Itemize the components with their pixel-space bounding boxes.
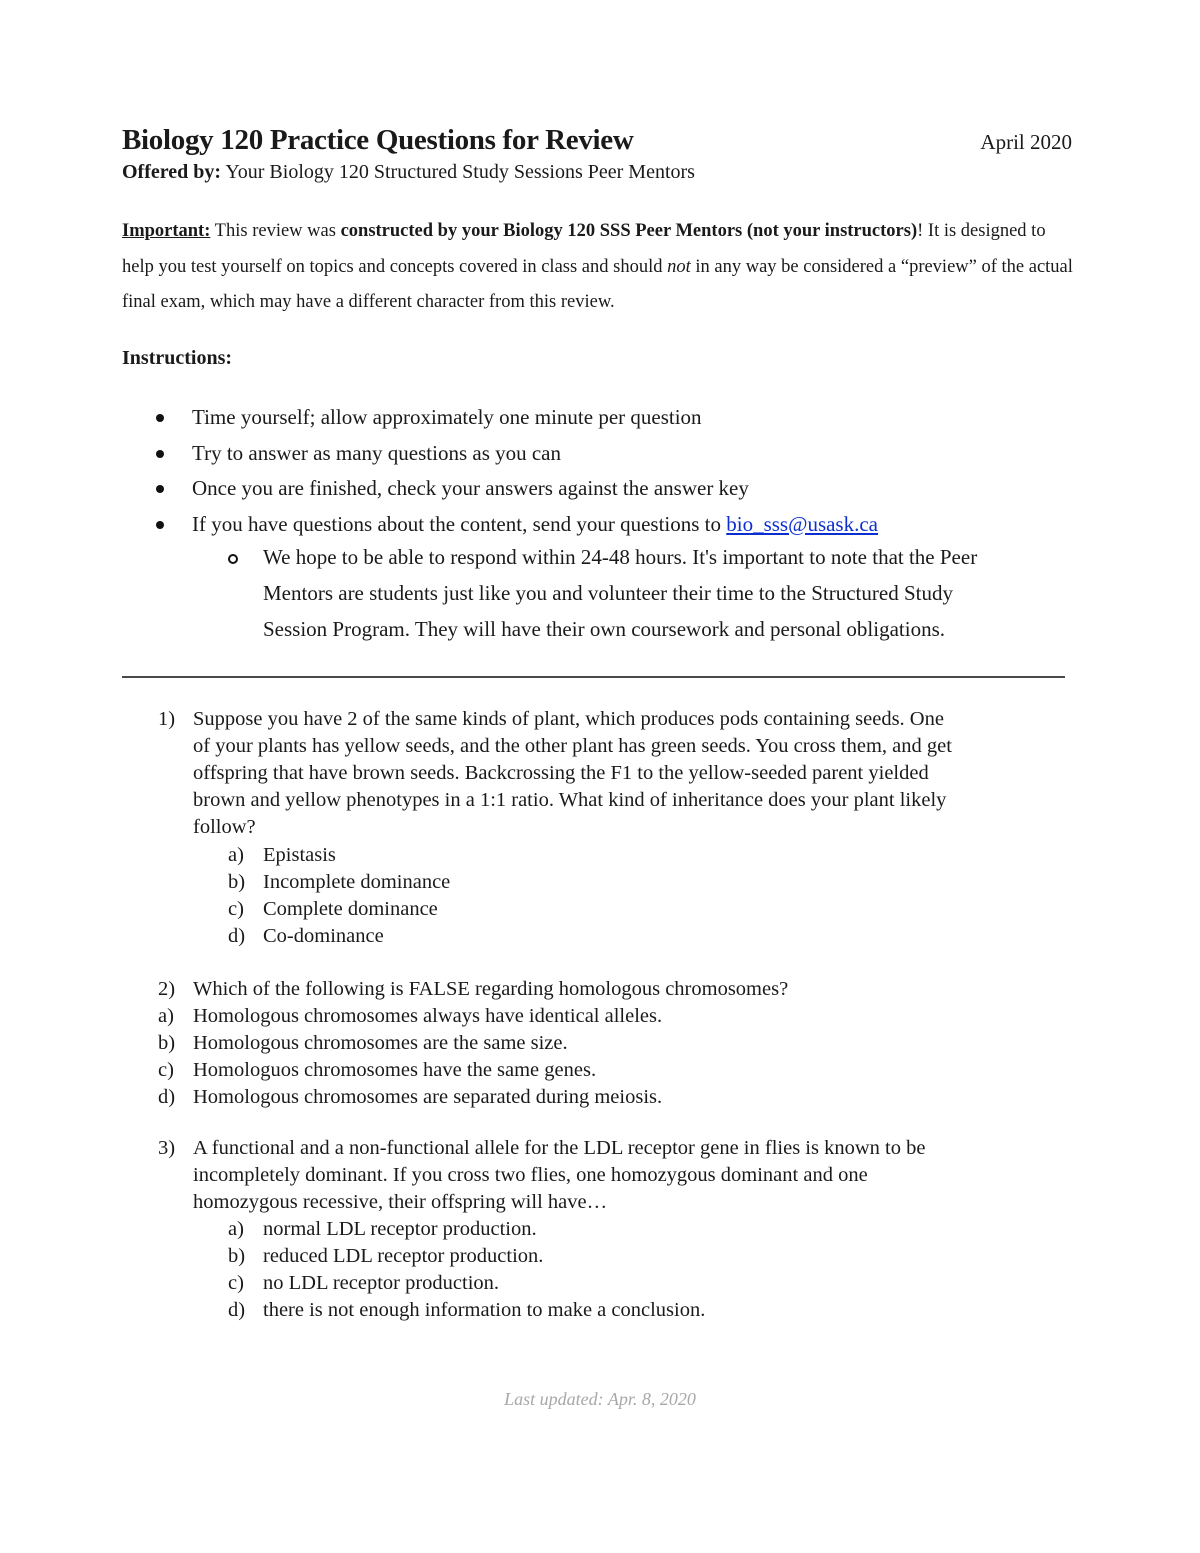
option-letter: c) (158, 1059, 174, 1081)
question-number: 2) (158, 978, 176, 1000)
option-letter: c) (228, 898, 244, 920)
question-text: offspring that have brown seeds. Backcrossing the F1 to the yellow-seeded parent yielded (193, 762, 929, 784)
sub-item-line: Session Program. They will have their own coursework and personal obligations. (263, 617, 945, 641)
bullet-icon (156, 485, 164, 493)
question-text: homozygous recessive, their offspring will have… (193, 1191, 608, 1213)
question-text: Which of the following is FALSE regarding homologous chromosomes? (193, 978, 789, 1000)
answer-option: there is not enough information to make a conclusion. (263, 1299, 706, 1321)
instruction-text: Try to answer as many questions as you can (192, 440, 562, 465)
option-letter: a) (228, 844, 244, 866)
important-label: Important: (122, 221, 211, 241)
offered-by-line (122, 161, 695, 184)
bullet-icon (156, 450, 164, 458)
important-text: in any way be considered a “preview” of the actual final exam, which may have a different character from this review. (122, 256, 1073, 312)
question-text: A functional and a non-functional allele for the LDL receptor gene in flies is known to be (193, 1137, 926, 1159)
option-letter: a) (228, 1218, 244, 1240)
question-number: 1) (158, 708, 176, 730)
document-title: Biology 120 Practice Questions for Review (122, 124, 634, 156)
sub-item-line: Mentors are students just like you and volunteer their time to the Structured Study (263, 581, 953, 605)
answer-option: Homologous chromosomes are separated during meiosis. (193, 1086, 663, 1108)
document-date: April 2020 (980, 130, 1072, 154)
instruction-item (122, 402, 1082, 438)
option-letter: d) (158, 1086, 176, 1108)
option-letter: b) (228, 1245, 246, 1267)
question-3 (0, 1135, 1200, 1335)
option-letter: d) (228, 925, 246, 947)
answer-option: Homologuos chromosomes have the same genes. (193, 1059, 597, 1081)
instructions-list (122, 402, 1082, 544)
offered-by-label: Offered by: (122, 161, 222, 183)
offered-by-value: Your Biology 120 Structured Study Sessions Peer Mentors (221, 161, 695, 183)
question-2 (0, 976, 1200, 1116)
important-text: ! It is designed to help you test yourself on topics and concepts covered in class and should (122, 221, 1046, 277)
option-letter: c) (228, 1272, 244, 1294)
last-updated-footer: Last updated: Apr. 8, 2020 (504, 1389, 696, 1409)
question-text: follow? (193, 816, 256, 838)
hollow-bullet-icon (228, 554, 238, 564)
instruction-item (122, 509, 1082, 545)
important-text: This review was (210, 221, 341, 241)
answer-option: normal LDL receptor production. (263, 1218, 537, 1240)
option-letter: b) (228, 871, 246, 893)
question-text: incompletely dominant. If you cross two flies, one homozygous dominant and one (193, 1164, 868, 1186)
instruction-text: Once you are finished, check your answers against the answer key (192, 476, 749, 500)
question-text: Suppose you have 2 of the same kinds of plant, which produces pods containing seeds. One (193, 708, 944, 730)
question-text: brown and yellow phenotypes in a 1:1 ratio. What kind of inheritance does your plant likely (193, 789, 947, 811)
option-letter: d) (228, 1299, 246, 1321)
option-letter: b) (158, 1032, 176, 1054)
important-italic-text: not (667, 256, 691, 277)
question-1 (0, 706, 1200, 956)
answer-option: no LDL receptor production. (263, 1272, 500, 1294)
answer-option: reduced LDL receptor production. (263, 1245, 544, 1267)
instruction-item (122, 438, 1082, 474)
email-link[interactable]: bio_sss@usask.ca (726, 511, 878, 536)
horizontal-rule (122, 676, 1065, 678)
question-text: of your plants has yellow seeds, and the other plant has green seeds. You cross them, and get (193, 735, 952, 757)
answer-option: Complete dominance (263, 898, 438, 920)
important-notice (122, 214, 1082, 321)
answer-option: Homologous chromosomes are the same size. (193, 1032, 568, 1054)
answer-option: Co-dominance (263, 925, 384, 947)
answer-option: Incomplete dominance (263, 871, 451, 893)
answer-option: Epistasis (263, 844, 336, 866)
bullet-icon (156, 414, 164, 422)
instruction-text: Time yourself; allow approximately one minute per question (192, 405, 702, 429)
instructions-heading: Instructions: (122, 347, 233, 369)
question-number: 3) (158, 1137, 176, 1159)
sub-item-line: We hope to be able to respond within 24-48 hours. It's important to note that the Peer (263, 545, 978, 569)
option-letter: a) (158, 1005, 174, 1027)
instruction-text: If you have questions about the content, send your questions to (192, 511, 727, 536)
important-bold-text: constructed by your Biology 120 SSS Peer Mentors (not your instructors) (340, 221, 918, 241)
instruction-item (122, 473, 1082, 509)
bullet-icon (156, 521, 164, 529)
answer-option: Homologous chromosomes always have identical alleles. (193, 1005, 663, 1027)
